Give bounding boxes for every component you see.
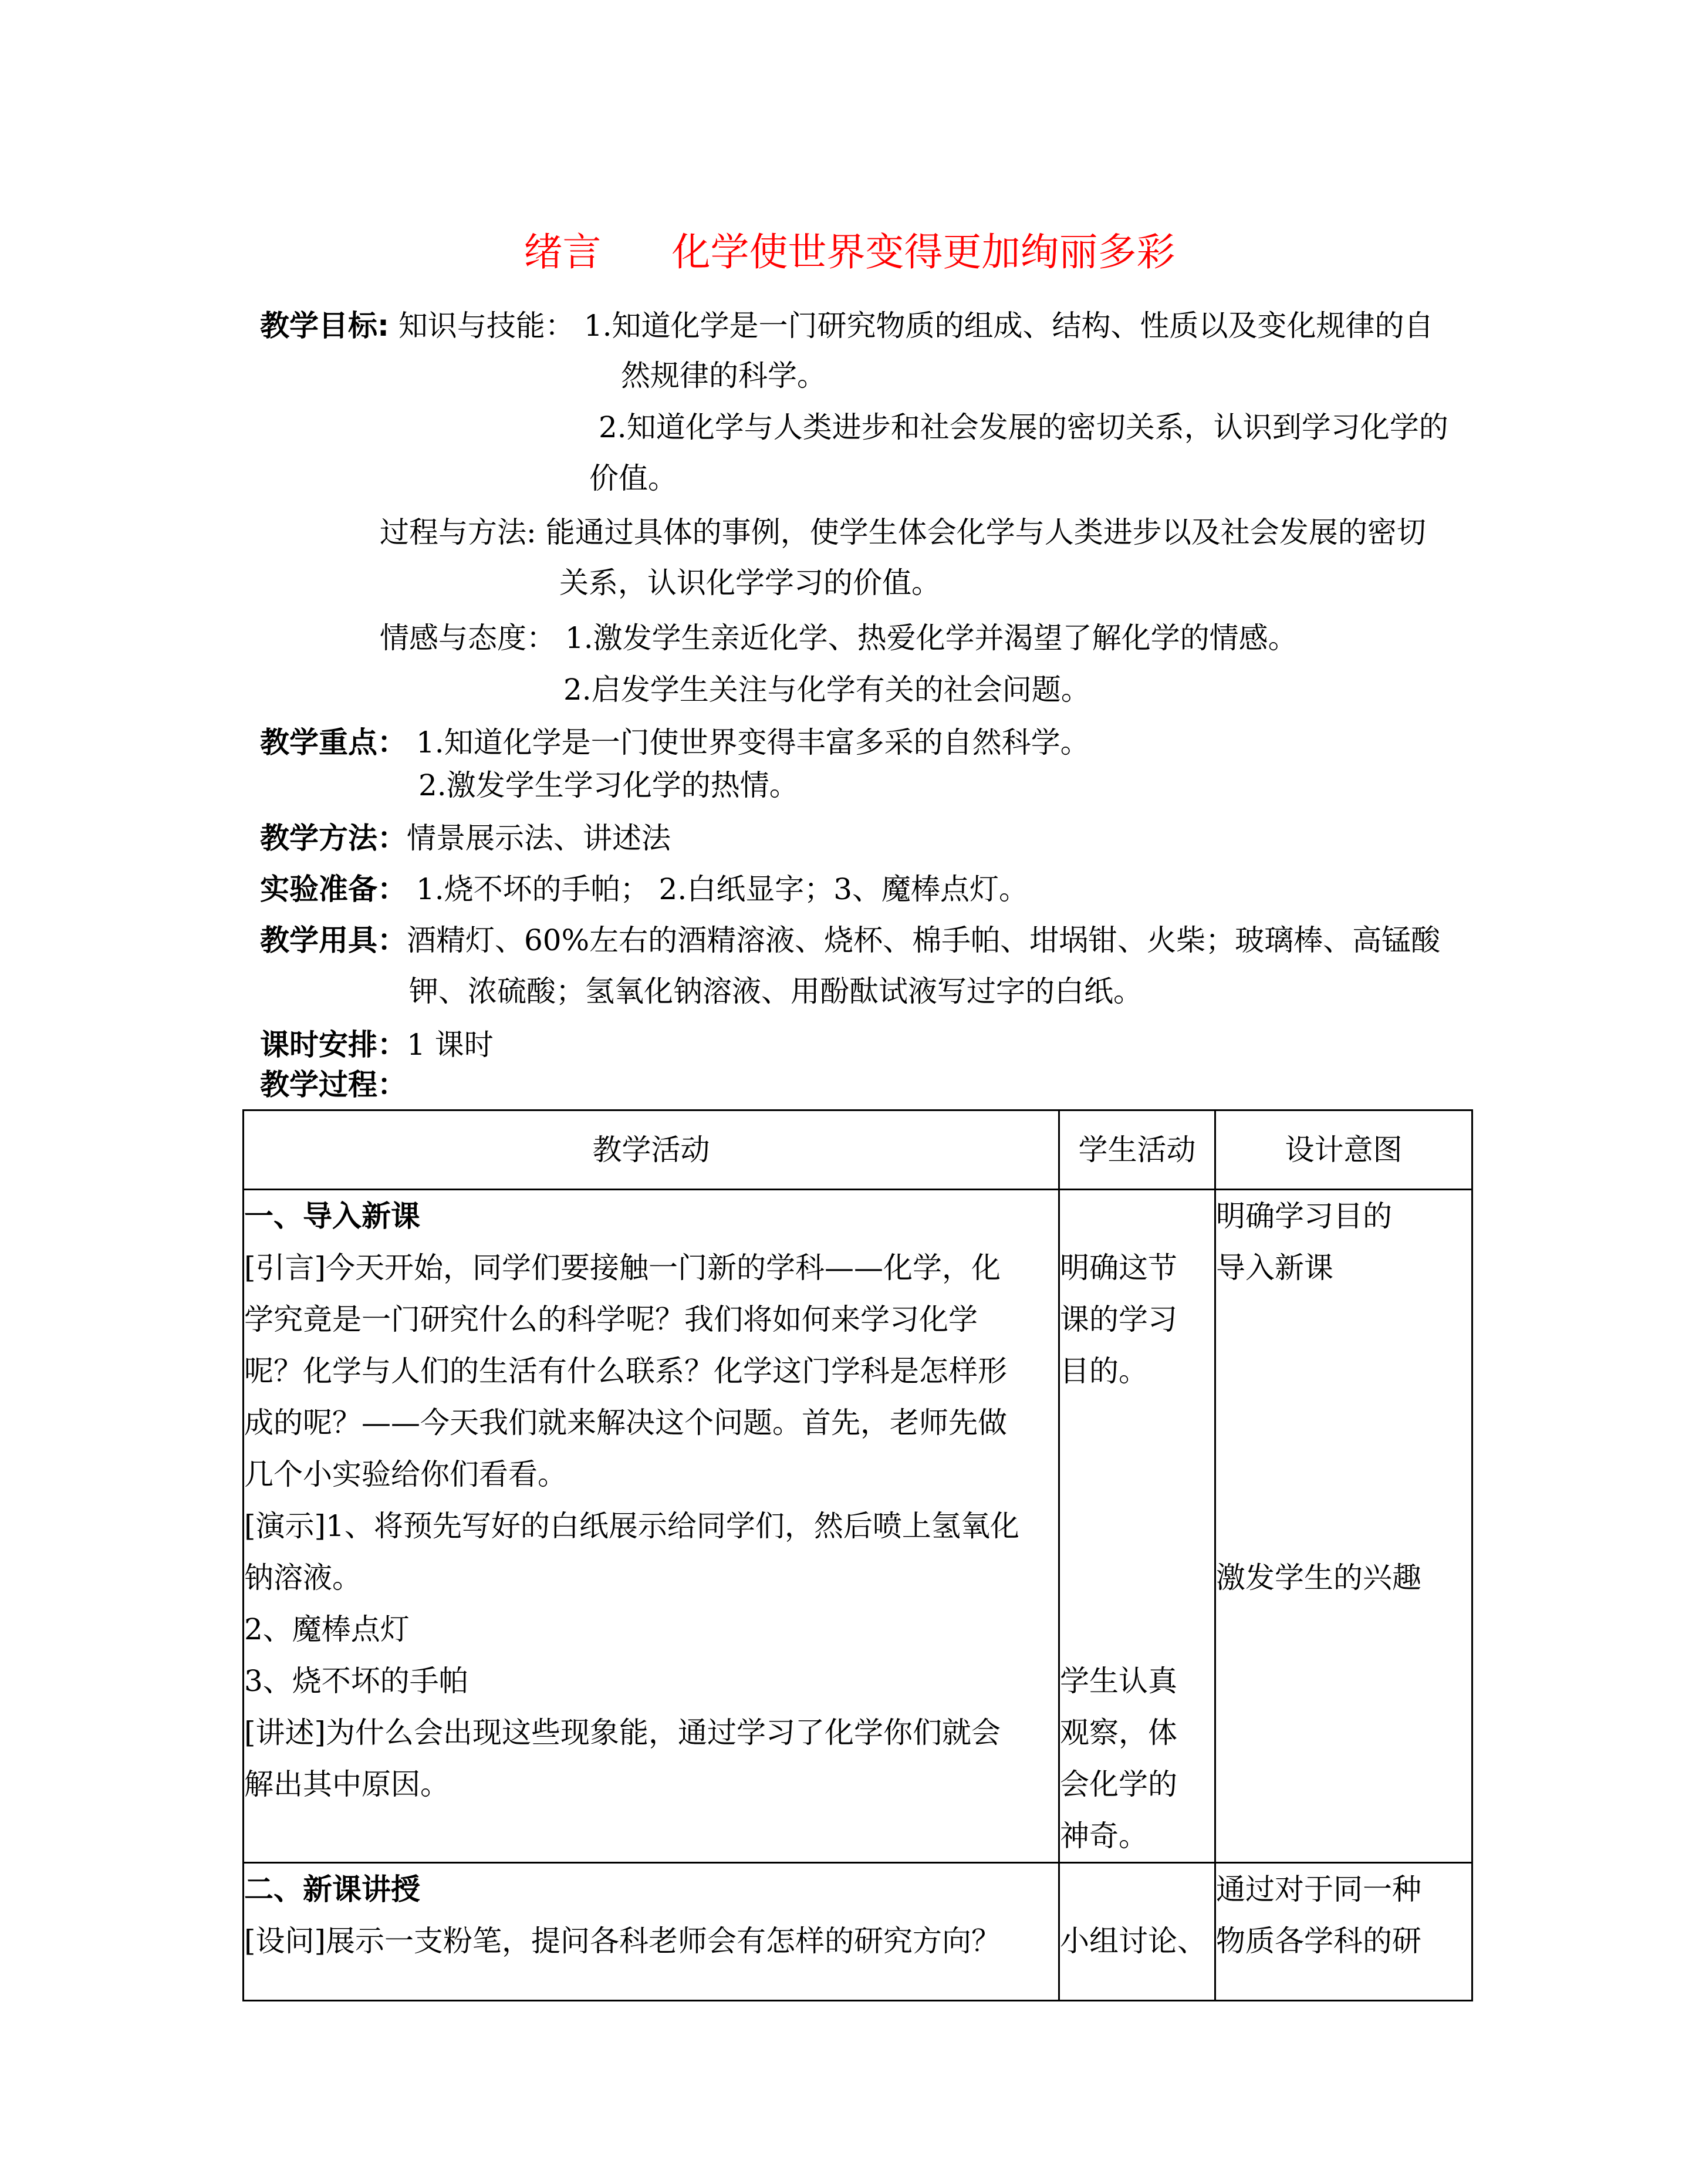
key-points-label: 教学重点： [260, 725, 407, 759]
process-label: 过程与方法 [380, 515, 526, 549]
header-design-intent: 设计意图 [1215, 1110, 1472, 1190]
row1-line: 2、魔棒点灯 [244, 1612, 410, 1646]
experiments-line [260, 869, 1028, 910]
table-header-row [244, 1110, 1472, 1190]
intent-text: 通过对于同一种 [1216, 1872, 1421, 1906]
student-text: 小组讨论、 [1060, 1924, 1207, 1958]
student-text: 目的。 [1060, 1354, 1148, 1388]
emotion-1: 1.激发学生亲近化学、热爱化学并渴望了解化学的情感。 [565, 621, 1298, 655]
objectives-label: 教学目标 [260, 309, 377, 343]
row1-line: 解出其中原因。 [244, 1767, 450, 1801]
title-prefix: 绪言 [523, 229, 602, 275]
header-student-activity: 学生活动 [1059, 1110, 1215, 1190]
row1-line: 呢？化学与人们的生活有什么联系？化学这门学科是怎样形 [244, 1354, 1007, 1388]
row1-line: 3、烧不坏的手帕 [244, 1664, 468, 1698]
teaching-process-table [242, 1109, 1473, 2001]
student-text: 课的学习 [1060, 1302, 1177, 1336]
methods-line [260, 818, 671, 859]
schedule-label: 课时安排： [260, 1028, 407, 1062]
process-line-1: 过程与方法: 能通过具体的事例，使学生体会化学与人类进步以及社会发展的密切 [380, 515, 1426, 549]
intent-text: 物质各学科的研 [1216, 1924, 1421, 1958]
process-a: 能通过具体的事例，使学生体会化学与人类进步以及社会发展的密切 [545, 515, 1426, 549]
schedule-value: 1 课时 [407, 1028, 494, 1062]
row2-teaching-activity [244, 1863, 1059, 2001]
row1-line: 钠溶液。 [244, 1561, 362, 1595]
emotion-line-1 [380, 617, 1298, 659]
student-text: 观察，体 [1060, 1716, 1177, 1750]
row1-line: 成的呢？——今天我们就来解决这个问题。首先，老师先做 [244, 1406, 1007, 1440]
emotion-label: 情感与态度： [380, 621, 556, 655]
key-point-2: 2.激发学生学习化学的热情。 [418, 768, 799, 802]
tools-line-1 [260, 920, 1440, 961]
row1-line: 几个小实验给你们看看。 [244, 1457, 567, 1491]
experiments-label: 实验准备： [260, 872, 407, 906]
process-heading: 教学过程： [260, 1068, 407, 1102]
key-points-line-1 [260, 722, 1090, 763]
page-title [0, 226, 1699, 279]
intent-text: 明确学习目的 [1216, 1199, 1392, 1233]
methods-value: 情景展示法、讲述法 [407, 821, 671, 855]
knowledge-label: 知识与技能： [398, 309, 575, 343]
header-teaching-activity: 教学活动 [244, 1110, 1059, 1190]
intent-text: 导入新课 [1216, 1251, 1333, 1285]
emotion-2: 2.启发学生关注与化学有关的社会问题。 [563, 673, 1090, 707]
row1-heading: 一、导入新课 [244, 1199, 420, 1233]
table-row [244, 1863, 1472, 2001]
methods-label: 教学方法： [260, 821, 407, 855]
knowledge-2a: 2.知道化学与人类进步和社会发展的密切关系，认识到学习化学的 [599, 410, 1448, 444]
row2-design-intent [1215, 1863, 1472, 2001]
student-text: 神奇。 [1060, 1819, 1148, 1853]
process-b: 关系，认识化学学习的价值。 [559, 566, 941, 600]
student-text: 学生认真 [1060, 1664, 1177, 1698]
student-text: 明确这节 [1060, 1251, 1177, 1285]
knowledge-2b: 价值。 [589, 461, 677, 495]
row2-heading: 二、新课讲授 [244, 1872, 420, 1906]
knowledge-1b: 然规律的科学。 [621, 359, 826, 393]
title-main: 化学使世界变得更加绚丽多彩 [671, 229, 1176, 275]
experiments-value: 1.烧不坏的手帕； 2.白纸显字；3、魔棒点灯。 [416, 872, 1029, 906]
row1-design-intent [1215, 1190, 1472, 1863]
table-row [244, 1190, 1472, 1863]
knowledge-1a: 1.知道化学是一门研究物质的组成、结构、性质以及变化规律的自 [583, 309, 1434, 343]
schedule-line [260, 1024, 494, 1065]
objectives-line-1: 教学目标: 知识与技能： 1.知道化学是一门研究物质的组成、结构、性质以及变化规律的自 [260, 309, 1434, 343]
row1-teaching-activity [244, 1190, 1059, 1863]
row1-student-activity [1059, 1190, 1215, 1863]
row1-line: [讲述]为什么会出现这些现象能，通过学习了化学你们就会 [244, 1716, 1001, 1750]
row1-line: [引言]今天开始，同学们要接触一门新的学科——化学，化 [244, 1251, 1001, 1285]
row2-line: [设问]展示一支粉笔，提问各科老师会有怎样的研究方向？ [244, 1924, 1001, 1958]
row2-student-activity [1059, 1863, 1215, 2001]
intent-text: 激发学生的兴趣 [1216, 1561, 1421, 1595]
tools-label: 教学用具： [260, 923, 407, 957]
student-text: 会化学的 [1060, 1767, 1177, 1801]
row1-line: [演示]1、将预先写好的白纸展示给同学们，然后喷上氢氧化 [244, 1509, 1019, 1543]
key-point-1: 1.知道化学是一门使世界变得丰富多采的自然科学。 [416, 725, 1090, 759]
row1-line: 学究竟是一门研究什么的科学呢？我们将如何来学习化学 [244, 1302, 978, 1336]
tools-value-b: 钾、浓硫酸；氢氧化钠溶液、用酚酞试液写过字的白纸。 [409, 974, 1143, 1008]
tools-value-a: 酒精灯、60%左右的酒精溶液、烧杯、棉手帕、坩埚钳、火柴；玻璃棒、高锰酸 [407, 923, 1441, 957]
